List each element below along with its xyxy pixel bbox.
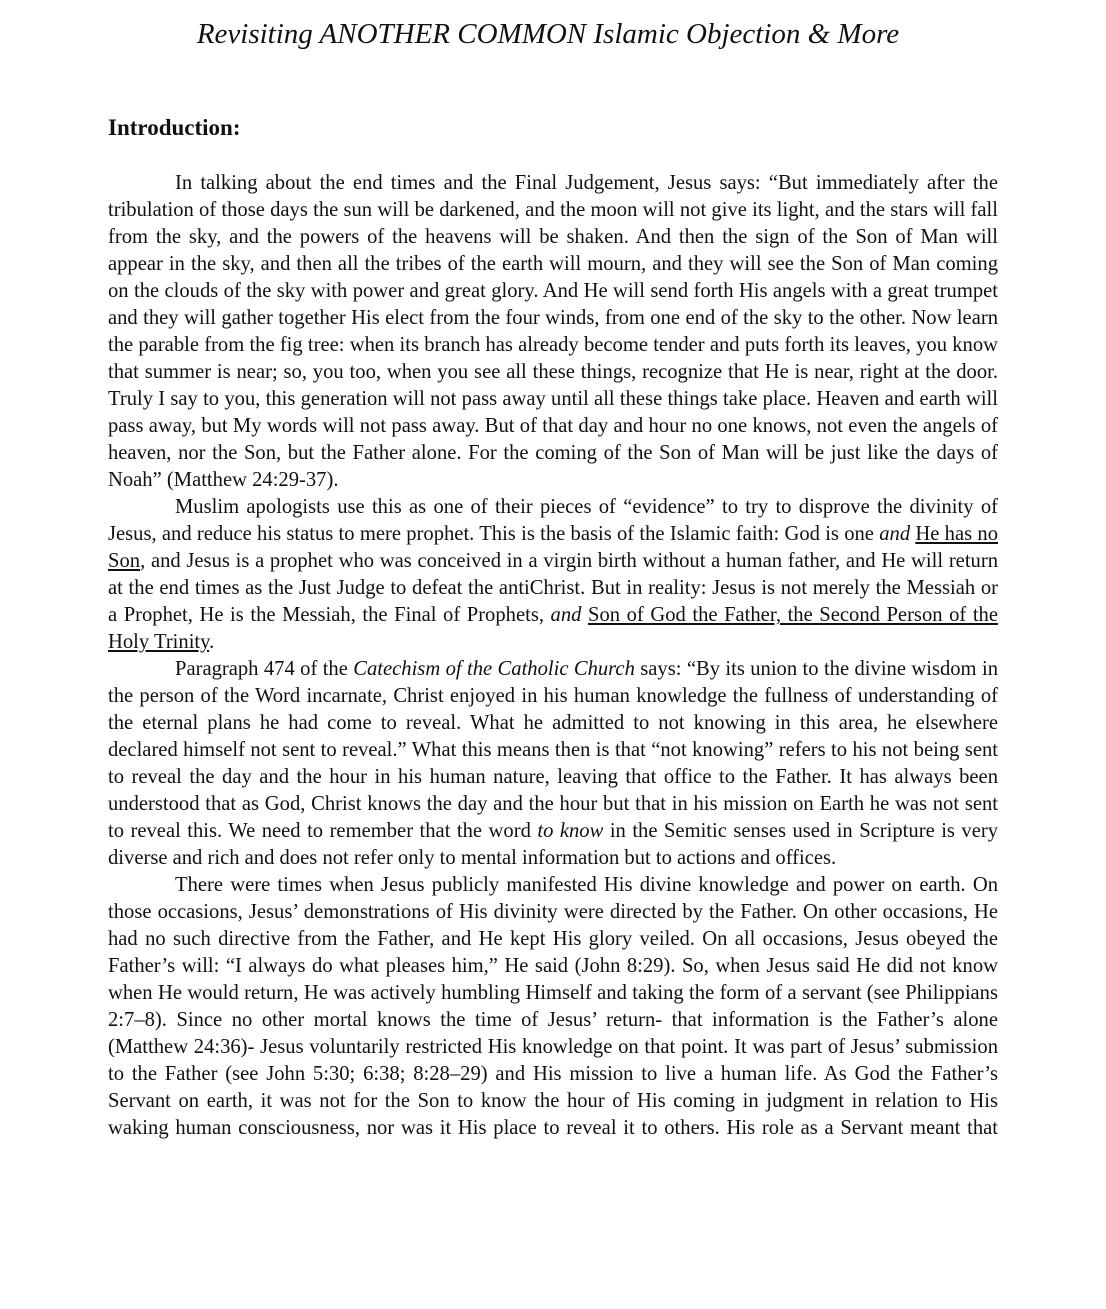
section-heading: Introduction:	[108, 115, 241, 140]
underlined-no-son: He has no Son	[108, 523, 998, 572]
paragraph-2-text: .	[209, 631, 215, 653]
document-body	[108, 170, 998, 1142]
paragraph-2-text: , and Jesus is a prophet who was conceived in a virgin birth without a human father, and He will return at the end times as the Just Judge to defeat the antiChrist. But in reality: Jesus is not merely the Messiah or a Prophet, He is the Messiah, the Final of Prophets,	[108, 550, 998, 626]
paragraph-2	[108, 494, 998, 656]
paragraph-3	[108, 656, 998, 872]
emphasis-to-know: to know	[537, 820, 604, 842]
paragraph-4: There were times when Jesus publicly manifested His divine knowledge and power on earth. On those occasions, Jesus’ demonstrations of His divinity were directed by the Father. On other occasions, He had no such directive from the Father, and He kept His glory veiled. On all occasions, Jesus obeyed the Father’s will: “I always do what pleases him,” He said (John 8:29). So, when Jesus said He did not know when He would return, He was actively humbling Himself and taking the form of a servant (see Philippians 2:7–8). Since no other mortal knows the time of Jesus’ return- that information is the Father’s alone (Matthew 24:36)- Jesus voluntarily restricted His knowledge on that point. It was part of Jesus’ submission to the Father (see John 5:30; 6:38; 8:28–29) and His mission to live a human life. As God the Father’s Servant on earth, it was not for the Son to know the hour of His coming in judgment in relation to His waking human consciousness, nor was it His place to reveal it to others. His role as a Servant meant that	[108, 874, 998, 1139]
emphasis-and: and	[550, 604, 582, 626]
paragraph-3-text: says: “By its union to the divine wisdom in the person of the Word incarnate, Christ enjoyed in his human knowledge the fullness of understanding of the eternal plans he had come to reveal. What he admitted to not knowing in this area, he elsewhere declared himself not sent to reveal.” What this means then is that “not knowing” refers to his not being sent to reveal the day and the hour in his human nature, leaving that office to the Father. It has always been understood that as God, Christ knows the day and the hour but that in his mission on Earth he was not sent to reveal this. We need to remember that the word	[108, 658, 998, 842]
paragraph-3-text: Paragraph 474 of the	[175, 658, 354, 680]
emphasis-and: and	[879, 523, 911, 545]
catechism-title: Catechism of the Catholic Church	[353, 658, 635, 680]
underlined-son-of-god: Son of God the Father, the Second Person of the Holy Trinity	[108, 604, 998, 653]
paragraph-3-text: in the Semitic senses used in Scripture is very diverse and rich and does not refer only to mental information but to actions and offices.	[108, 820, 999, 869]
paragraph-2-text: Muslim apologists use this as one of their pieces of “evidence” to try to disprove the divinity of Jesus, and reduce his status to mere prophet. This is the basis of the Islamic faith: God is one	[108, 496, 998, 545]
paragraph-1: In talking about the end times and the Final Judgement, Jesus says: “But immediately after the tribulation of those days the sun will be darkened, and the moon will not give its light, and the stars will fall from the sky, and the powers of the heavens will be shaken. And then the sign of the Son of Man will appear in the sky, and then all the tribes of the earth will mourn, and they will see the Son of Man coming on the clouds of the sky with power and great glory. And He will send forth His angels with a great trumpet and they will gather together His elect from the four winds, from one end of the sky to the other. Now learn the parable from the fig tree: when its branch has already become tender and puts forth its leaves, you know that summer is near; so, you too, when you see all these things, recognize that He is near, right at the door. Truly I say to you, this generation will not pass away until all these things take place. Heaven and earth will pass away, but My words will not pass away. But of that day and hour no one knows, not even the angels of heaven, nor the Son, but the Father alone. For the coming of the Son of Man will be just like the days of Noah” (Matthew 24:29-37).	[108, 172, 998, 491]
document-title: Revisiting ANOTHER COMMON Islamic Objection & More	[196, 18, 900, 50]
